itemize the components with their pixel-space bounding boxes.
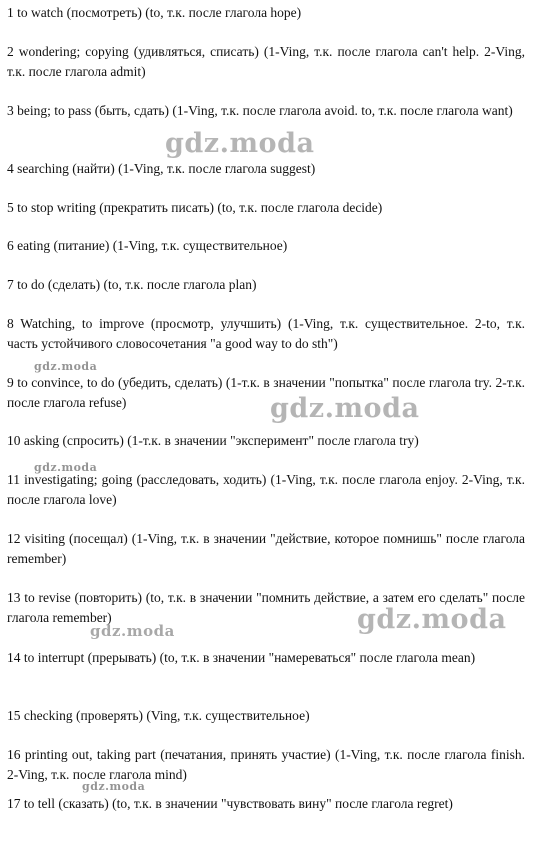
- watermark-large: gdz.moda: [357, 604, 507, 635]
- answer-item-5: 5 to stop writing (прекратить писать) (to, т.к. после глагола decide): [7, 200, 383, 215]
- answer-item-16: 16 printing out, taking part (печатания, принять участие) (1-Ving, т.к. после глагола finish. 2-Ving, т.к. после глагола mind): [7, 747, 525, 782]
- answer-item-3: 3 being; to pass (быть, сдать) (1-Ving, т.к. после глагола avoid. to, т.к. после глагола want): [7, 103, 513, 118]
- watermark-medium: gdz.moda: [90, 622, 175, 640]
- answer-item-8: 8 Watching, to improve (просмотр, улучшить) (1-Ving, т.к. существительное. 2-to, т.к. часть устойчивого словосочетания "a good way to do sth"): [7, 316, 525, 351]
- answer-item-11: 11 investigating; going (расследовать, ходить) (1-Ving, т.к. после глагола enjoy. 2-Ving, т.к. после глагола love): [7, 472, 525, 507]
- watermark-small: gdz.moda: [82, 780, 146, 793]
- answer-item-4: 4 searching (найти) (1-Ving, т.к. после глагола suggest): [7, 161, 316, 176]
- answer-item-9: 9 to convince, to do (убедить, сделать) (1-т.к. в значении "попытка" после глагола try. 2-т.к. после глагола refuse): [7, 375, 525, 410]
- answer-item-1: 1 to watch (посмотреть) (to, т.к. после глагола hope): [7, 5, 302, 20]
- answer-item-14: 14 to interrupt (прерывать) (to, т.к. в значении "намереваться" после глагола mean): [7, 650, 476, 665]
- answer-item-15: 15 checking (проверять) (Ving, т.к. существительное): [7, 708, 310, 723]
- answer-item-10: 10 asking (спросить) (1-т.к. в значении "эксперимент" после глагола try): [7, 433, 419, 448]
- answer-item-2: 2 wondering; copying (удивляться, списать) (1-Ving, т.к. после глагола can't help. 2-Ving, т.к. после глагола admit): [7, 44, 525, 79]
- answer-item-6: 6 eating (питание) (1-Ving, т.к. существительное): [7, 238, 288, 253]
- answer-item-12: 12 visiting (посещал) (1-Ving, т.к. в значении "действие, которое помнишь" после глагола remember): [7, 531, 525, 566]
- watermark-small: gdz.moda: [34, 360, 98, 373]
- answer-item-17: 17 to tell (сказать) (to, т.к. в значении "чувствовать вину" после глагола regret): [7, 796, 453, 811]
- watermark-small: gdz.moda: [34, 461, 98, 474]
- watermark-large: gdz.moda: [270, 393, 420, 424]
- watermark-large: gdz.moda: [165, 128, 315, 159]
- answer-item-13: 13 to revise (повторить) (to, т.к. в значении "помнить действие, а затем его сделать" после глагола remember): [7, 590, 525, 625]
- answer-item-7: 7 to do (сделать) (to, т.к. после глагола plan): [7, 277, 257, 292]
